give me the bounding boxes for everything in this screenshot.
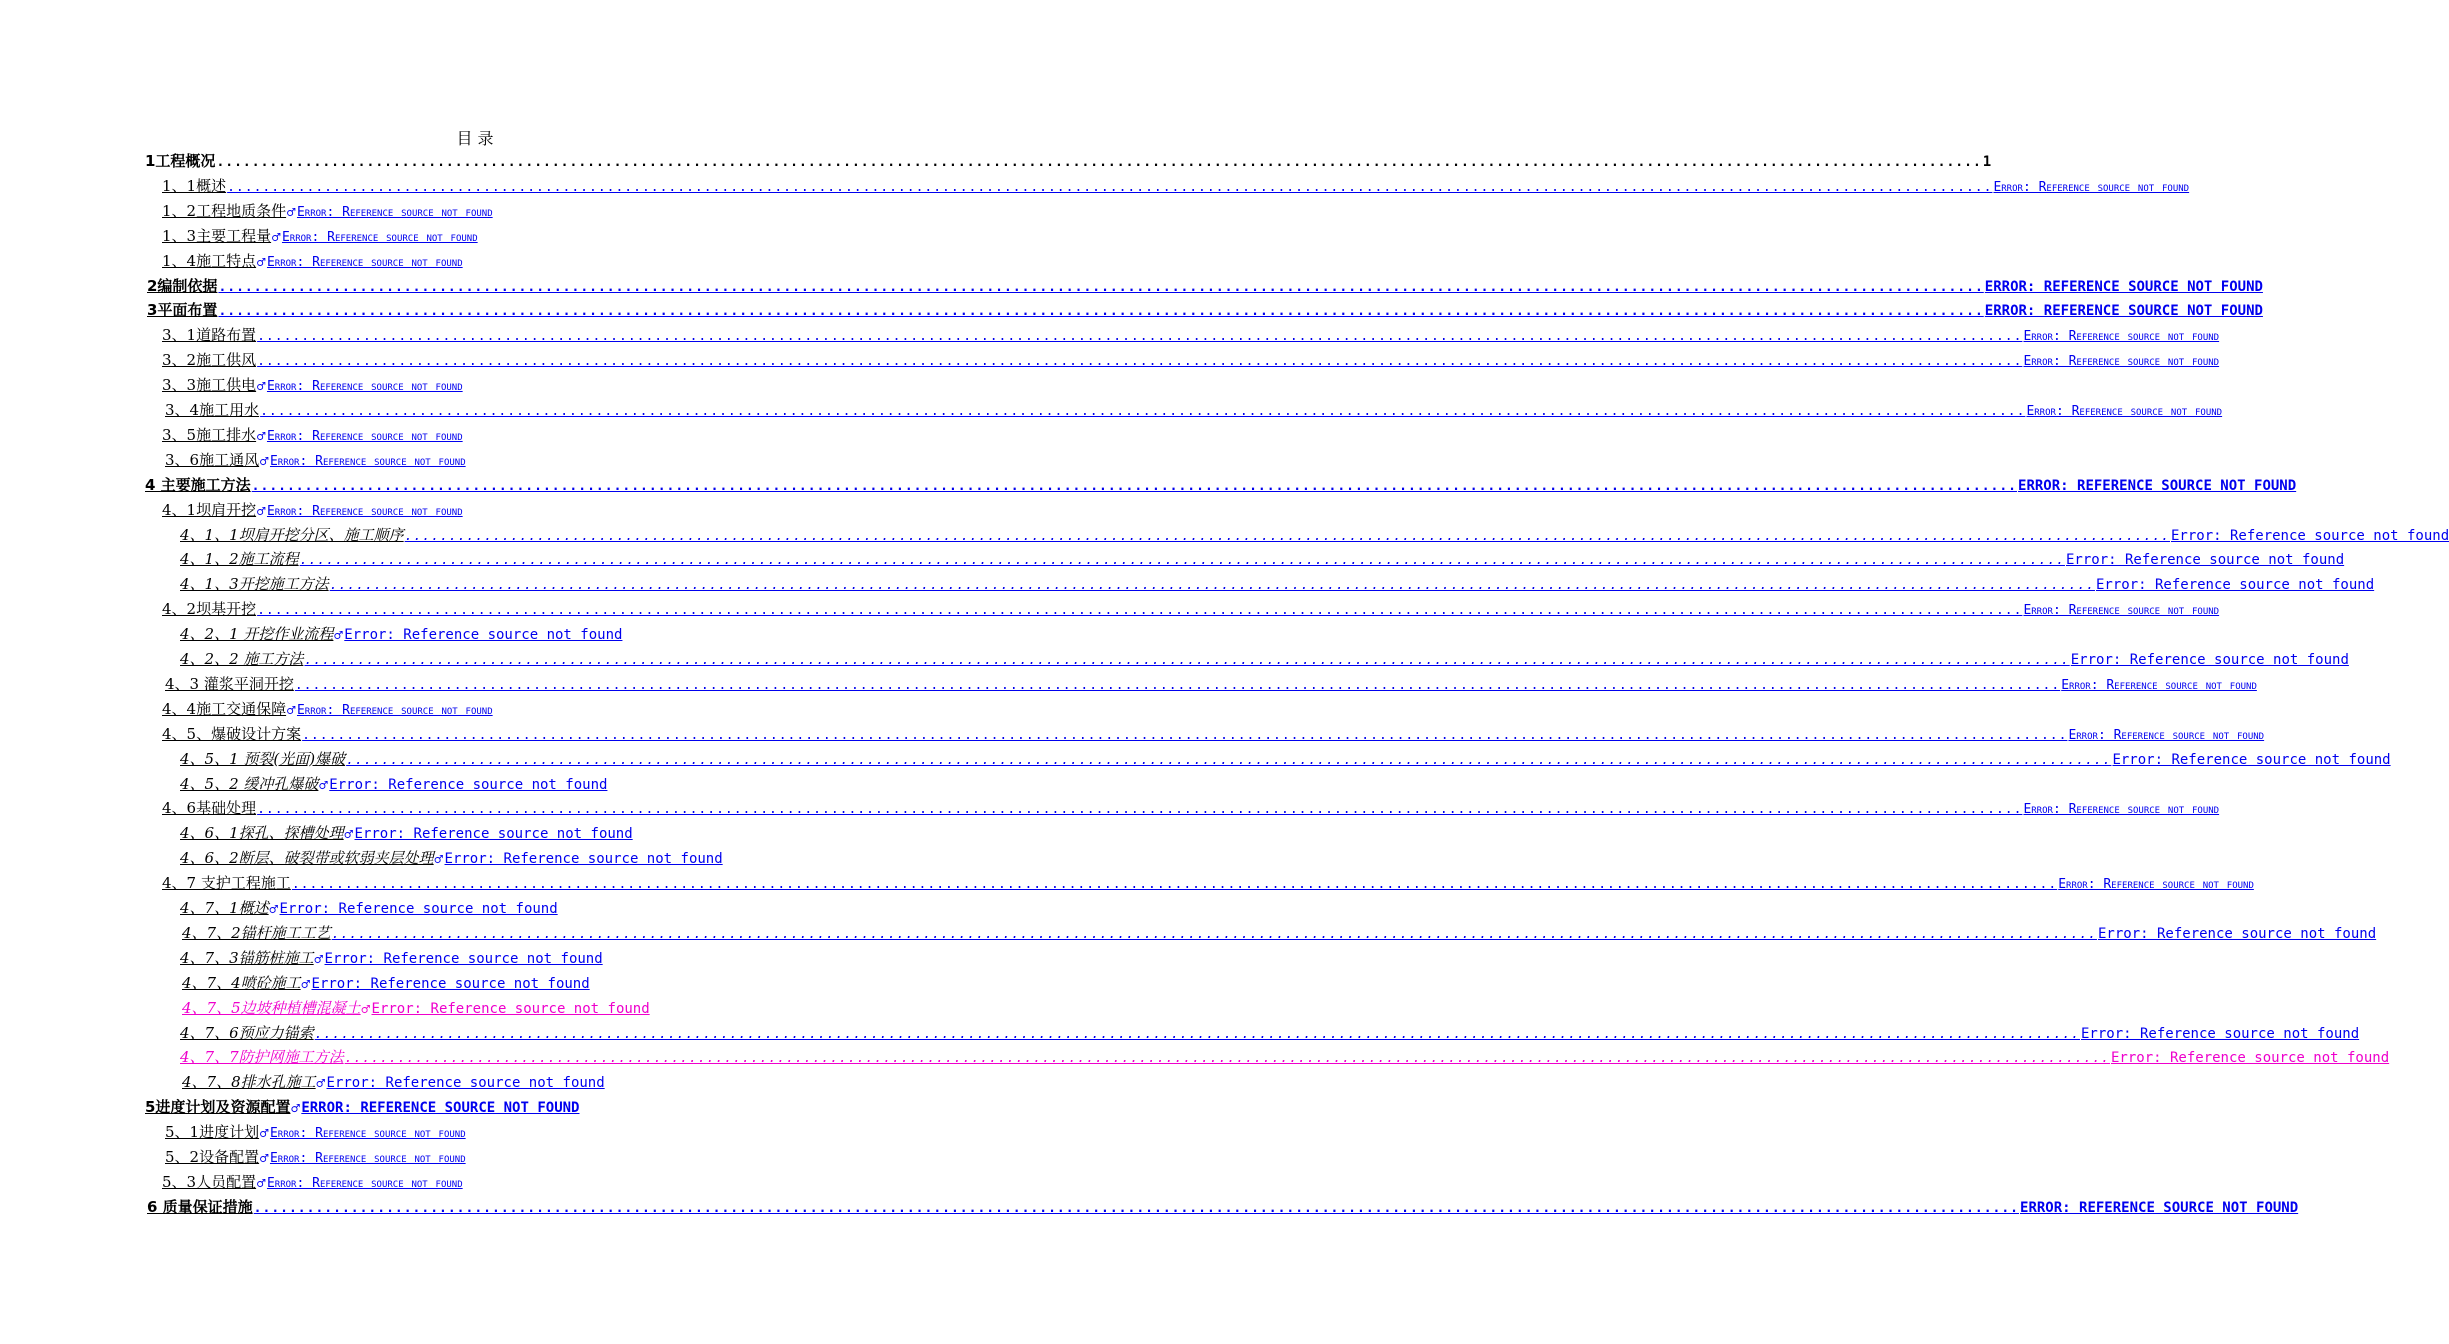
toc-entry-label: 4、6、1探孔、探槽处理: [180, 824, 344, 843]
toc-entry-label: 4、7、6预应力锚索: [180, 1023, 314, 1042]
toc-leader-dots: ........................................................................................................................................................................................................: [253, 1200, 2020, 1216]
toc-entry[interactable]: [180, 946, 603, 971]
toc-leader-dots: ........................................................................................................................................................................................................: [302, 727, 2068, 743]
toc-error-reference: Error: Reference source not found: [269, 1151, 466, 1166]
error-flag-icon: ♂: [360, 1002, 371, 1016]
toc-error-reference: Error: Reference source not found: [2023, 603, 2220, 619]
error-flag-icon: ♂: [286, 205, 296, 219]
toc-entry[interactable]: [165, 448, 466, 473]
error-flag-icon: ♂: [256, 1176, 266, 1190]
error-flag-icon: ♂: [256, 429, 266, 443]
toc-entry[interactable]: [145, 1095, 579, 1120]
error-flag-icon: ♂: [300, 977, 311, 991]
toc-entry-label: 1工程概况: [145, 152, 216, 170]
toc-entry-label: 4、7 支护工程施工: [162, 874, 291, 893]
toc-error-reference: Error: Reference source not found: [281, 229, 478, 245]
toc-leader-dots: ........................................................................................................................................................................................................: [218, 279, 1984, 295]
error-flag-icon: ♂: [259, 1152, 269, 1165]
toc-error-reference: Error: Reference source not found: [269, 453, 466, 469]
toc-leader-dots: ........................................................................................................................................................................................................: [216, 155, 1982, 170]
toc-error-reference: Error: Reference source not found: [2065, 552, 2345, 569]
toc-entry[interactable]: [162, 597, 2220, 622]
toc-entry[interactable]: [145, 473, 2297, 498]
toc-entry-label: 3、5施工排水: [162, 425, 257, 444]
toc-error-reference: Error: Reference source not found: [2023, 802, 2220, 818]
toc-entry[interactable]: [165, 672, 2257, 697]
toc-leader-dots: ........................................................................................................................................................................................................: [404, 528, 2170, 544]
toc-entry-label: 3、2施工供风: [162, 351, 257, 370]
toc-entry[interactable]: [180, 747, 2391, 772]
toc-error-reference: Error: Reference source not found: [2023, 329, 2220, 345]
toc-entry[interactable]: [180, 523, 2449, 548]
error-flag-icon: ♂: [256, 255, 266, 269]
toc-entry-label: 4、2坝基开挖: [162, 600, 257, 619]
toc-leader-dots: ........................................................................................................................................................................................................: [257, 802, 2023, 818]
toc-leader-dots: ........................................................................................................................................................................................................: [260, 404, 2026, 419]
toc-entry-label: 6 质量保证措施: [147, 1197, 253, 1216]
toc-entry[interactable]: [165, 1145, 466, 1170]
toc-entry[interactable]: [182, 971, 590, 996]
error-flag-icon: ♂: [256, 380, 266, 394]
toc-entry-label: 4、1、2施工流程: [180, 550, 299, 569]
toc-page-number: 1: [1982, 154, 1992, 170]
toc-entry-label: 5、3人员配置: [162, 1172, 257, 1191]
error-flag-icon: ♂: [259, 454, 269, 468]
toc-error-reference: Error: Reference source not found: [266, 428, 463, 444]
toc-entry-label: 1、3主要工程量: [162, 226, 272, 245]
toc-error-reference: Error: Reference source not found: [444, 851, 723, 868]
toc-leader-dots: ........................................................................................................................................................................................................: [251, 478, 2018, 494]
toc-entry[interactable]: [147, 274, 2263, 299]
toc-entry-label: 1、2工程地质条件: [162, 201, 287, 220]
toc-entry[interactable]: [182, 1070, 605, 1095]
error-flag-icon: ♂: [256, 504, 266, 518]
toc-error-reference: Error: Reference source not found: [354, 826, 633, 843]
toc-entry[interactable]: [162, 174, 2190, 199]
toc-leader-dots: ........................................................................................................................................................................................................: [218, 304, 1984, 320]
toc-entry[interactable]: [145, 149, 1992, 174]
toc-error-reference: Error: Reference source not found: [2023, 354, 2220, 370]
error-flag-icon: ♂: [286, 703, 296, 717]
toc-leader-dots: ........................................................................................................................................................................................................: [227, 179, 1993, 195]
error-flag-icon: ♂: [318, 778, 329, 792]
toc-entry[interactable]: [162, 871, 2254, 896]
toc-entry-label: 4、6、2断层、破裂带或软弱夹层处理: [180, 849, 434, 868]
toc-error-reference: Error: Reference source not found: [311, 975, 590, 992]
toc-leader-dots: ........................................................................................................................................................................................................: [329, 578, 2095, 594]
toc-entry[interactable]: [180, 896, 558, 921]
toc-error-reference: Error: Reference source not found: [2061, 677, 2257, 693]
toc-error-reference: Error: Reference source not found: [296, 702, 493, 718]
toc-entry-label: 3、1道路布置: [162, 326, 257, 345]
toc-entry[interactable]: [180, 647, 2349, 672]
toc-error-reference: Error: Reference source not found: [2095, 577, 2375, 594]
toc-error-reference: Error: Reference source not found: [2068, 727, 2265, 743]
toc-entry[interactable]: [162, 348, 2220, 373]
toc-entry[interactable]: [162, 423, 463, 448]
toc-error-reference: Error: Reference source not found: [269, 1126, 466, 1142]
toc-entry-label: 4、1、1坝肩开挖分区、施工顺序: [180, 525, 404, 544]
toc-entry[interactable]: [162, 697, 493, 722]
toc-error-reference: Error: Reference source not found: [2058, 877, 2254, 893]
toc-leader-dots: ........................................................................................................................................................................................................: [346, 752, 2112, 768]
toc-error-reference: Error: Reference source not found: [326, 1075, 605, 1092]
toc-entry[interactable]: [180, 846, 723, 871]
toc-entry[interactable]: [162, 199, 493, 224]
error-flag-icon: ♂: [290, 1102, 301, 1116]
toc-entry-label: 3、4施工用水: [165, 401, 260, 419]
toc-entry[interactable]: [162, 224, 478, 249]
toc-entry[interactable]: [182, 921, 2377, 946]
toc-error-reference: Error: Reference source not found: [2097, 925, 2377, 942]
toc-entry-label: 5进度计划及资源配置: [145, 1098, 291, 1117]
toc-entry-label: 4、5、1 预裂(光面)爆破: [180, 749, 346, 768]
toc-entry[interactable]: [180, 547, 2345, 572]
toc-error-reference: ERROR: REFERENCE SOURCE NOT FOUND: [1984, 278, 2263, 295]
toc-error-reference: Error: Reference source not found: [266, 379, 463, 395]
toc-error-reference: Error: Reference source not found: [324, 950, 603, 967]
error-flag-icon: ♂: [259, 1127, 269, 1141]
toc-entry[interactable]: [180, 821, 633, 846]
toc-entry[interactable]: [162, 1170, 463, 1195]
toc-leader-dots: ........................................................................................................................................................................................................: [304, 653, 2070, 668]
toc-entry-label: 4、7、8排水孔施工: [182, 1073, 316, 1092]
toc-entry-label: 3、6施工通风: [165, 450, 260, 469]
toc-entry-label: 4、7、1概述: [180, 899, 269, 917]
toc-leader-dots: ........................................................................................................................................................................................................: [344, 1051, 2110, 1067]
toc-error-reference: Error: Reference source not found: [296, 204, 493, 220]
toc-entry-label: 4、5、2 缓冲孔爆破: [180, 774, 319, 793]
toc-entry[interactable]: [162, 373, 463, 398]
toc-entry[interactable]: [147, 298, 2263, 323]
toc-leader-dots: ........................................................................................................................................................................................................: [257, 603, 2023, 619]
toc-entry[interactable]: [165, 1120, 466, 1145]
toc-error-reference: Error: Reference source not found: [329, 776, 608, 793]
toc-error-reference: Error: Reference source not found: [2070, 652, 2349, 668]
toc-error-reference: Error: Reference source not found: [1993, 179, 2190, 195]
toc-error-reference: Error: Reference source not found: [266, 503, 463, 519]
toc-error-reference: ERROR: REFERENCE SOURCE NOT FOUND: [1984, 303, 2263, 320]
toc-error-reference: Error: Reference source not found: [2026, 404, 2223, 419]
toc-entry-label: 4、7、3锚筋桩施工: [180, 948, 314, 967]
toc-entry[interactable]: [147, 1195, 2299, 1220]
toc-error-reference: Error: Reference source not found: [266, 1175, 463, 1191]
toc-entry-label: 3、3施工供电: [162, 376, 257, 395]
toc-error-reference: Error: Reference source not found: [266, 254, 463, 270]
toc-entry[interactable]: [180, 772, 607, 797]
toc-entry-label: 4、7、7防护网施工方法: [180, 1048, 344, 1067]
toc-entry[interactable]: [180, 1021, 2360, 1046]
error-flag-icon: ♂: [333, 629, 344, 643]
toc-entry-label: 5、2设备配置: [165, 1148, 260, 1166]
toc-error-reference: Error: Reference source not found: [371, 1000, 650, 1017]
toc-error-reference: Error: Reference source not found: [2080, 1025, 2360, 1042]
toc-entry-label: 4 主要施工方法: [145, 475, 251, 494]
toc-entry-label: 3平面布置: [147, 301, 218, 320]
toc-error-reference: ERROR: REFERENCE SOURCE NOT FOUND: [2018, 477, 2297, 494]
toc-entry-label: 5、1进度计划: [165, 1123, 260, 1142]
toc-error-reference: ERROR: REFERENCE SOURCE NOT FOUND: [2020, 1199, 2299, 1216]
toc-entry[interactable]: [162, 323, 2220, 348]
toc-entry[interactable]: [162, 249, 463, 274]
toc-entry-label: 4、5、爆破设计方案: [162, 724, 302, 743]
toc-entry-label: 4、7、2锚杆施工工艺: [182, 923, 331, 942]
toc-entry-label: 1、1概述: [162, 176, 227, 195]
toc-entry[interactable]: [180, 622, 622, 647]
toc-entry-label: 4、1、3开挖施工方法: [180, 575, 329, 594]
toc-leader-dots: ........................................................................................................................................................................................................: [291, 877, 2058, 893]
toc-entry-label: 4、7、5边坡种植槽混凝土: [182, 998, 361, 1017]
toc-entry-label: 1、4施工特点: [162, 251, 257, 270]
toc-entry-label: 2编制依据: [147, 276, 218, 295]
toc-error-reference: Error: Reference source not found: [344, 627, 623, 644]
toc-leader-dots: ........................................................................................................................................................................................................: [314, 1026, 2080, 1042]
toc-entry-label: 4、2、1 开挖作业流程: [180, 625, 334, 644]
toc-error-reference: Error: Reference source not found: [2110, 1050, 2390, 1067]
toc-error-reference: Error: Reference source not found: [279, 901, 558, 917]
toc-error-reference: Error: Reference source not found: [2170, 527, 2449, 544]
toc-entry-label: 4、2、2 施工方法: [180, 650, 304, 668]
toc-entry[interactable]: [182, 996, 650, 1021]
toc-entry[interactable]: [165, 398, 2223, 423]
toc-entry-label: 4、7、4喷砼施工: [182, 973, 301, 992]
error-flag-icon: ♂: [268, 903, 279, 916]
error-flag-icon: ♂: [433, 853, 444, 867]
toc-entry[interactable]: [162, 722, 2265, 747]
toc-leader-dots: ........................................................................................................................................................................................................: [294, 677, 2061, 693]
toc-entry[interactable]: [162, 796, 2220, 821]
toc-entry[interactable]: [162, 498, 463, 523]
toc-leader-dots: ........................................................................................................................................................................................................: [299, 553, 2065, 569]
error-flag-icon: ♂: [271, 230, 281, 244]
toc-leader-dots: ........................................................................................................................................................................................................: [257, 354, 2023, 370]
toc-error-reference: Error: Reference source not found: [2112, 751, 2391, 768]
toc-title: 目 录: [456, 129, 494, 148]
toc-error-reference: ERROR: REFERENCE SOURCE NOT FOUND: [301, 1100, 580, 1117]
toc-entry-label: 4、1坝肩开挖: [162, 500, 257, 519]
error-flag-icon: ♂: [313, 952, 324, 966]
toc-leader-dots: ........................................................................................................................................................................................................: [331, 926, 2097, 942]
toc-entry-label: 4、3 灌浆平洞开挖: [165, 674, 294, 693]
error-flag-icon: ♂: [315, 1077, 326, 1091]
toc-entry[interactable]: [180, 572, 2375, 597]
toc-leader-dots: ........................................................................................................................................................................................................: [257, 329, 2023, 345]
error-flag-icon: ♂: [343, 828, 354, 842]
toc-entry[interactable]: [180, 1045, 2390, 1070]
toc-entry-label: 4、6基础处理: [162, 799, 257, 818]
toc-entry-label: 4、4施工交通保障: [162, 699, 287, 718]
